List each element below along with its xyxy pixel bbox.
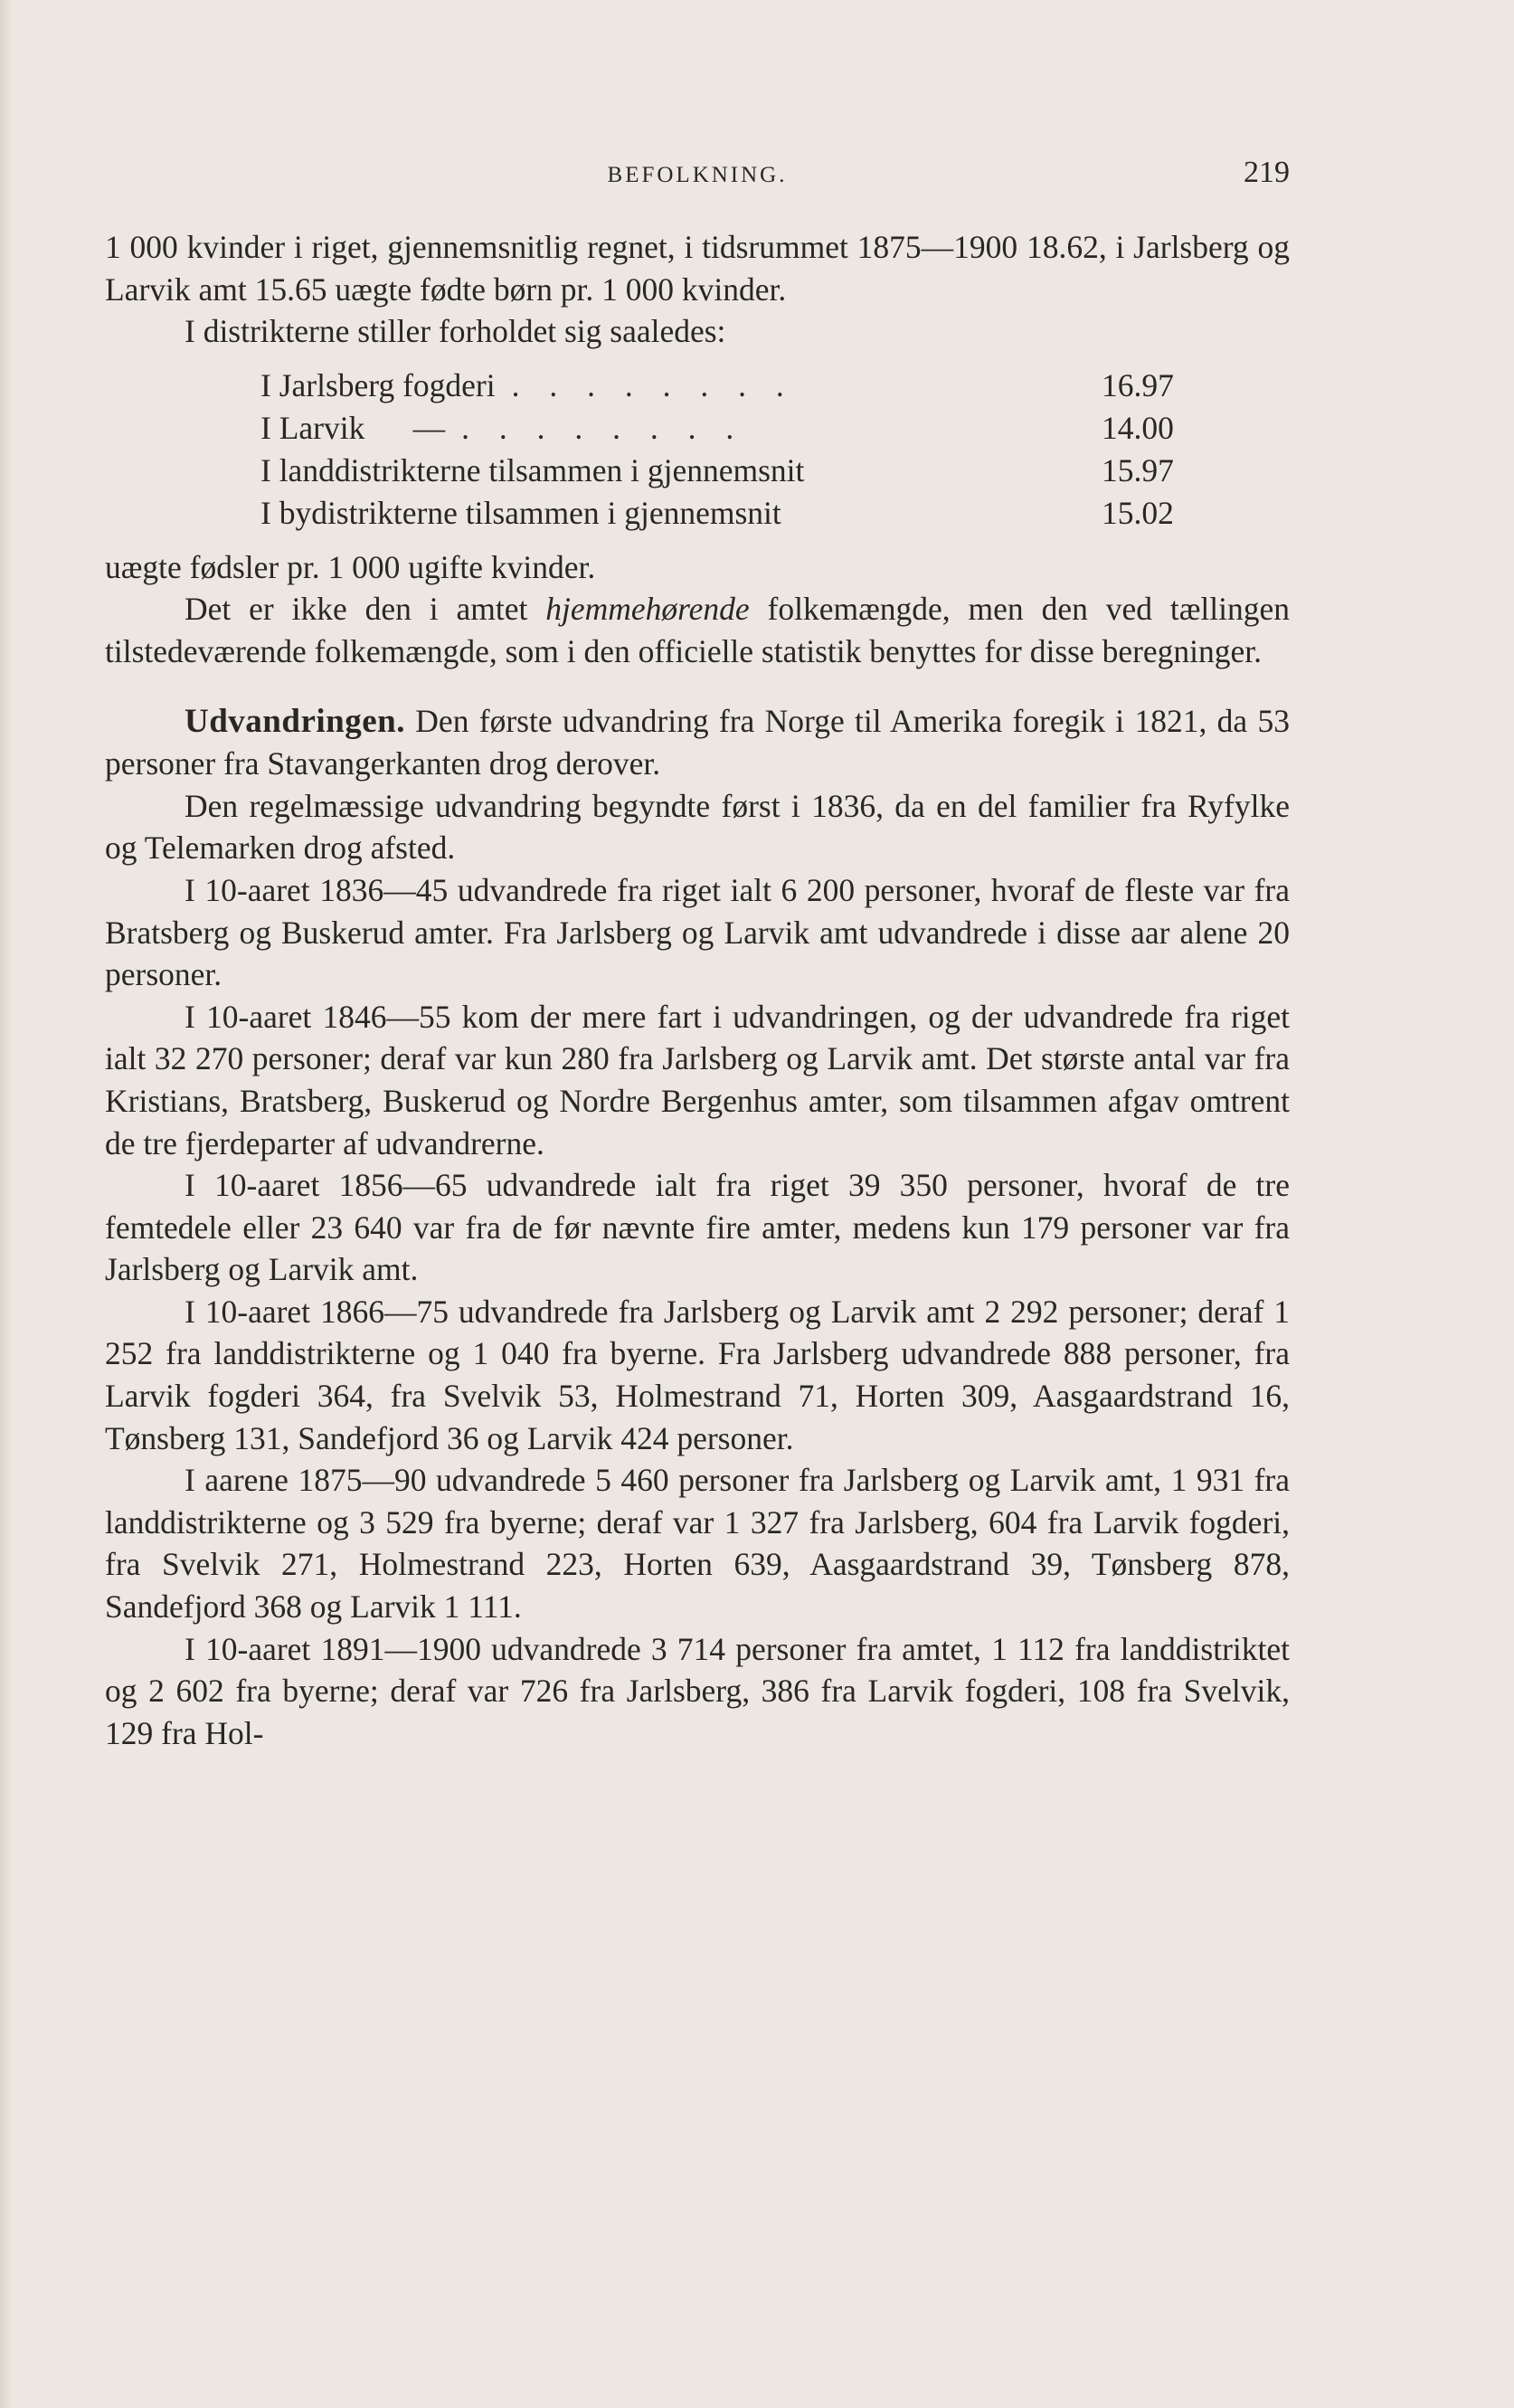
section-paragraph: I 10-aaret 1866—75 udvandrede fra Jarlsberg og Larvik amt 2 292 personer; deraf 1 252 fra landdistrikterne og 1 040 fra byerne. Fra Jarlsberg udvandrede 888 personer, fra Larvik fogderi 364, fra Svelvik 53, Holmestrand 71, Horten 309, Aasgaardstrand 16, Tønsberg 131, Sandefjord 36 og Larvik 424 personer. — [105, 1293, 1290, 1456]
stat-row — [260, 407, 1237, 450]
section-paragraph: I 10-aaret 1836—45 udvandrede fra riget ialt 6 200 personer, hvoraf de fleste var fra Bratsberg og Buskerud amter. Fra Jarlsberg og Larvik amt udvandrede i disse aar alene 20 personer. — [105, 871, 1290, 993]
stat-leader-dots: . . . . . . . . — [461, 409, 745, 446]
note-paragraph — [105, 588, 1290, 672]
section-title: Udvandringen. — [185, 702, 405, 740]
section-paragraph: Den regelmæssige udvandring begyndte først i 1836, da en del familier fra Ryfylke og Telemarken drog afsted. — [105, 787, 1290, 867]
section-lead-text: Den første udvandring fra Norge til Amerika foregik i 1821, da 53 personer fra Stavangerkanten drog derover. — [105, 702, 1290, 782]
stat-value: 15.02 — [1102, 494, 1174, 531]
running-title: BEFOLKNING. — [607, 163, 788, 187]
stat-label: I Larvik — — [260, 409, 446, 446]
stat-leader-dots: . . . . . . . . — [511, 366, 795, 403]
stat-label: I bydistrikterne tilsammen i gjennemsnit — [260, 494, 781, 531]
section-gap — [105, 673, 1290, 700]
stat-label: I landdistrikterne tilsammen i gjennemsnit — [260, 451, 805, 488]
stat-value: 15.97 — [1102, 451, 1174, 488]
stat-row — [260, 365, 1237, 407]
stat-value: 14.00 — [1102, 409, 1174, 446]
note-italic-term: hjemmehørende — [545, 591, 750, 628]
intro-paragraph-2: I distrikterne stiller forholdet sig saaledes: — [185, 313, 726, 350]
section-paragraph: I 10-aaret 1891—1900 udvandrede 3 714 personer fra amtet, 1 112 fra landdistriktet og 2 602 fra byerne; deraf var 726 fra Jarlsberg, 386 fra Larvik fogderi, 108 fra Svelvik, 129 fra Hol- — [105, 1630, 1290, 1751]
intro-paragraph-1: 1 000 kvinder i riget, gjennemsnitlig regnet, i tidsrummet 1875—1900 18.62, i Jarlsberg og Larvik amt 15.65 uægte fødte børn pr. 1 000 kvinder. — [105, 229, 1290, 308]
stat-value: 16.97 — [1102, 366, 1174, 403]
section-paragraph: I 10-aaret 1846—55 kom der mere fart i udvandringen, og der udvandrede fra riget ialt 32 270 personer; deraf var kun 280 fra Jarlsberg og Larvik amt. Det største antal var fra Kristians, Bratsberg, Buskerud og Nordre Bergenhus amter, som tilsammen afgav omtrent de tre fjerdeparter af udvandrerne. — [105, 998, 1290, 1161]
stat-row — [260, 450, 1237, 492]
section-paragraph: I 10-aaret 1856—65 udvandrede ialt fra riget 39 350 personer, hvoraf de tre femtedele eller 23 640 var fra de før nævnte fire amter, medens kun 179 personer var fra Jarlsberg og Larvik amt. — [105, 1167, 1290, 1288]
section-lead-paragraph — [105, 700, 1290, 785]
note-text-start: Det er ikke den i amtet — [185, 591, 546, 628]
page-gutter — [0, 0, 13, 2408]
district-stats — [260, 365, 1237, 535]
stat-row — [260, 492, 1237, 535]
page-number: 219 — [1244, 156, 1290, 189]
body-text — [105, 226, 1290, 1754]
stats-footnote-line: uægte fødsler pr. 1 000 ugifte kvinder. — [105, 548, 596, 585]
note-text-end: folkemængde, men den ved tællingen tilstedeværende folkemængde, som i den officielle statistik benyttes for disse beregninger. — [105, 591, 1290, 669]
section-paragraph: I aarene 1875—90 udvandrede 5 460 personer fra Jarlsberg og Larvik amt, 1 931 fra landdistrikterne og 3 529 fra byerne; deraf var 1 327 fra Jarlsberg, 604 fra Larvik fogderi, fra Svelvik 271, Holmestrand 223, Horten 639, Aasgaardstrand 39, Tønsberg 878, Sandefjord 368 og Larvik 1 111. — [105, 1462, 1290, 1626]
stat-label: I Jarlsberg fogderi — [260, 366, 496, 403]
page-header — [105, 154, 1290, 199]
